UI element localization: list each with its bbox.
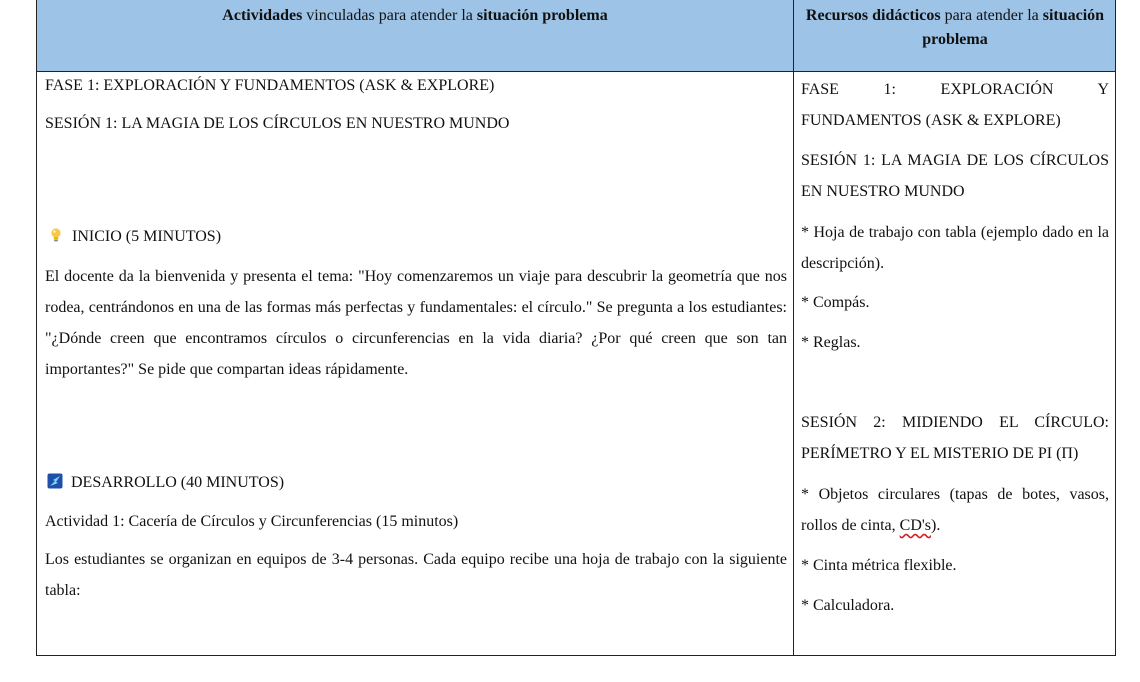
header-activities: Actividades vinculadas para atender la situación problema [222,7,608,24]
header-resources: Recursos didácticos para atender la situación problema [805,7,1105,48]
sesion-title: SESIÓN 1: LA MAGIA DE LOS CÍRCULOS EN NUESTRO MUNDO [45,115,510,132]
column-divider [793,0,794,655]
table-header-row [37,0,1115,72]
lightbulb-icon [48,227,64,243]
resource-item: * Cinta métrica flexible. [801,557,957,574]
desarrollo-heading: DESARROLLO (40 MINUTOS) [45,473,284,492]
resources-sesion2: SESIÓN 2: MIDIENDO EL CÍRCULO: PERÍMETRO Y EL MISTERIO DE PI (Π) [801,414,1109,462]
resource-item: * Objetos circulares (tapas de botes, vasos, rollos de cinta, CD's). [801,486,1109,534]
fase-title: FASE 1: EXPLORACIÓN Y FUNDAMENTOS (ASK & EXPLORE) [45,77,495,94]
activities-table [36,0,1116,656]
resource-item: * Reglas. [801,334,861,351]
resource-item: * Compás. [801,294,870,311]
resources-sesion1: SESIÓN 1: LA MAGIA DE LOS CÍRCULOS EN NUESTRO MUNDO [801,152,1109,200]
actividad1-paragraph: Los estudiantes se organizan en equipos de 3-4 personas. Cada equipo recibe una hoja de trabajo con la siguiente tabla: [45,551,787,599]
resource-item: * Hoja de trabajo con tabla (ejemplo dado en la descripción). [801,224,1109,272]
resources-fase: FASE 1: EXPLORACIÓN Y FUNDAMENTOS (ASK & EXPLORE) [801,81,1109,129]
inicio-paragraph: El docente da la bienvenida y presenta el tema: "Hoy comenzaremos un viaje para descubrir la geometría que nos rodea, centrándonos en una de las formas más perfectas y fundamentales: el círculo." Se pregunta a los estudiantes: "¿Dónde creen que encontramos círculos o circunferencias en la vida diaria? ¿Por qué creen que son tan importantes?" Se pide que compartan ideas rápidamente. [45,268,787,378]
blue-square-icon [47,473,63,489]
resource-item: * Calculadora. [801,597,895,614]
inicio-heading: INICIO (5 MINUTOS) [45,227,221,246]
actividad1-title: Actividad 1: Cacería de Círculos y Circunferencias (15 minutos) [45,513,459,530]
